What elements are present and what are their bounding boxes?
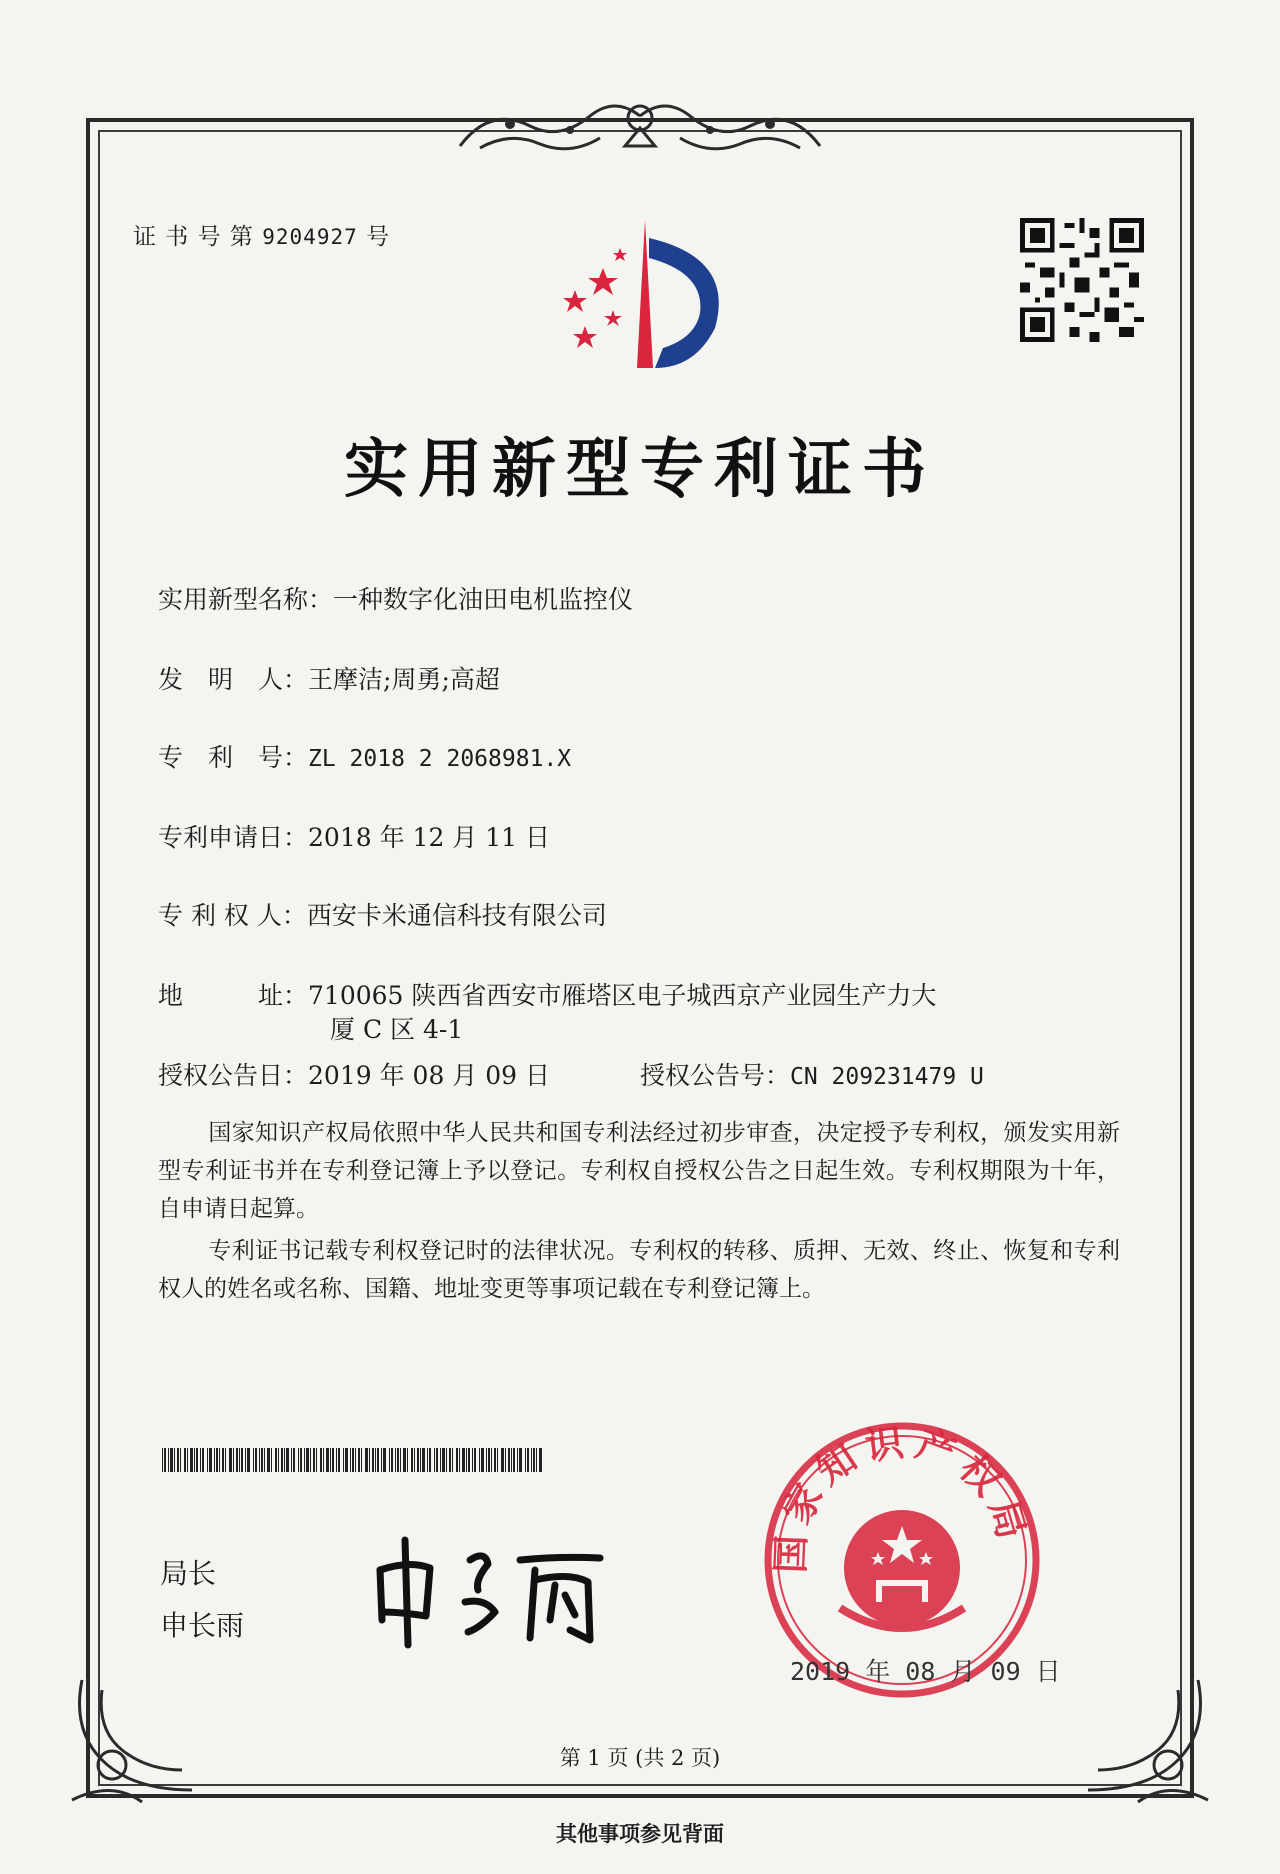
certificate-number-suffix: 号: [366, 224, 391, 250]
handwritten-signature-icon: [360, 1520, 640, 1650]
field-value: CN 209231479 U: [790, 1064, 984, 1090]
field-grant-number: [640, 1056, 984, 1092]
seal-text: 国家知识产权局: [768, 1419, 1037, 1574]
corner-ornament-icon: [1058, 1670, 1218, 1810]
field-label: 地 址：: [158, 981, 309, 1010]
page-number: 第 1 页 (共 2 页): [559, 1746, 721, 1770]
field-label: 专 利 号：: [158, 743, 309, 772]
field-grant-date: [158, 1056, 550, 1092]
certificate-number: [133, 218, 390, 251]
patent-office-emblem-icon: [545, 218, 745, 378]
field-value: ZL 2018 2 2068981.X: [308, 746, 572, 772]
field-application-date: [158, 818, 550, 854]
footnote: 其他事项参见背面: [556, 1821, 724, 1846]
certificate-title: 实用新型专利证书: [344, 432, 936, 507]
field-value: 2018 年 12 月 11 日: [308, 823, 550, 852]
field-label: 专利申请日：: [158, 823, 309, 852]
statement-text: 国家知识产权局依照中华人民共和国专利法经过初步审查，决定授予专利权，颁发实用新型专利证书并在专利登记簿上予以登记。专利权自授权公告之日起生效。专利权期限为十年，自申请日起算。: [158, 1120, 1120, 1222]
field-address-line2: 厦 C 区 4-1: [330, 1015, 464, 1044]
field-label: 发 明 人：: [158, 665, 309, 694]
barcode-icon: [162, 1448, 542, 1472]
certificate-number-prefix: 证 书 号 第: [133, 224, 254, 250]
field-utility-model-name: [158, 580, 633, 616]
field-patentee: [158, 896, 607, 932]
field-label: 授权公告号：: [640, 1061, 791, 1090]
field-value: 西安卡米通信科技有限公司: [306, 901, 607, 930]
field-address: [158, 976, 936, 1012]
field-value: 一种数字化油田电机监控仪: [333, 585, 634, 614]
statement-paragraph: [158, 1232, 1120, 1308]
statement-text: 专利证书记载专利权登记时的法律状况。专利权的转移、质押、无效、终止、恢复和专利权人的姓名或名称、国籍、地址变更等事项记载在专利登记簿上。: [158, 1238, 1120, 1302]
qr-code-icon: [1020, 218, 1144, 342]
field-label: 实用新型名称：: [158, 585, 334, 614]
field-label: 授权公告日：: [158, 1061, 309, 1090]
field-label: 专 利 权 人：: [158, 901, 307, 930]
field-value: 710065 陕西省西安市雁塔区电子城西京产业园生产力大: [308, 981, 937, 1010]
field-patent-number: [158, 738, 571, 774]
certificate-number-value: 9204927: [262, 225, 358, 249]
signatory-name: 申长雨: [160, 1609, 245, 1642]
seal-date: 2019 年 08 月 09 日: [790, 1657, 1061, 1686]
field-value: 2019 年 08 月 09 日: [308, 1061, 550, 1090]
corner-ornament-icon: [62, 1670, 222, 1810]
field-value: 王摩洁;周勇;高超: [308, 665, 500, 694]
top-ornament-icon: [450, 86, 830, 166]
statement-paragraph: [158, 1114, 1120, 1228]
field-inventor: [158, 660, 500, 696]
signatory-title: 局长: [160, 1557, 217, 1590]
